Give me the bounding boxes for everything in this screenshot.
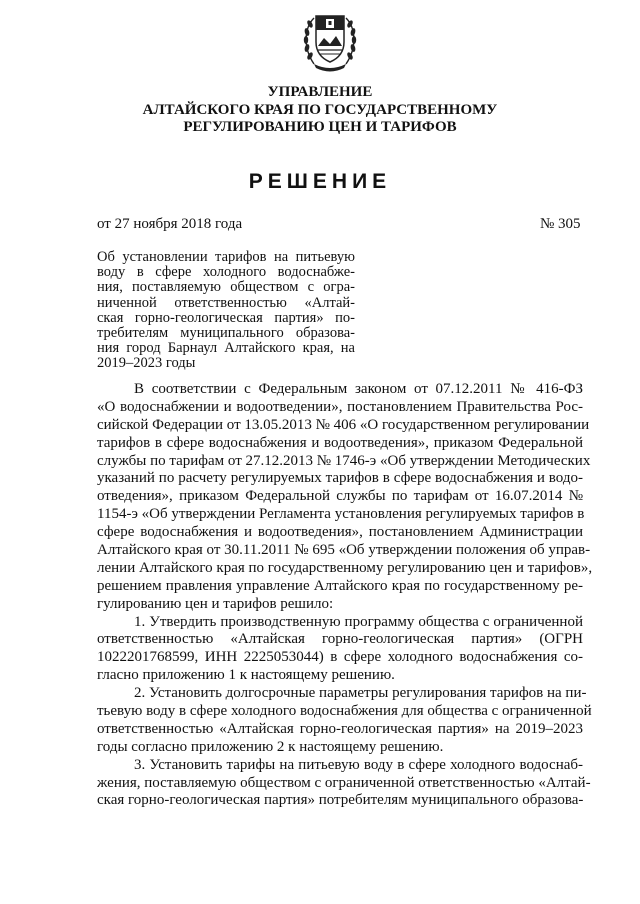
body-line: тьевую воду в сфере холодного водоснабжения для общества с ограниченной [97,703,592,720]
organization-name [0,84,640,137]
subject-line: ниченной ответственностью «Алтай- [97,294,355,311]
body-line: сфере водоснабжения и водоотведения», постановлением Администрации [97,524,583,541]
body-line: жения, поставляемую обществом с ограниченной ответственностью «Алтай- [97,774,591,791]
org-line: РЕГУЛИРОВАНИЮ ЦЕН И ТАРИФОВ [183,119,457,135]
org-line: УПРАВЛЕНИЕ [267,84,373,100]
body-line: В соответствии с Федеральным законом от 07.12.2011 № 416-ФЗ [134,381,583,397]
coat-of-arms-emblem [300,8,360,74]
body-line: Алтайского края от 30.11.2011 № 695 «Об утверждении положения об управ- [97,542,591,559]
subject-line: ния город Барнаул Алтайского края, на [97,340,355,357]
body-line: сийской Федерации от 13.05.2013 № 406 «О государственном регулировании [97,416,590,433]
subject-line: требителям муниципального образова- [97,324,355,341]
org-line: АЛТАЙСКОГО КРАЯ ПО ГОСУДАРСТВЕННОМУ [142,101,498,118]
body-line: лении Алтайского края по государственному регулированию цен и тарифов», [97,559,593,576]
body-line: службы по тарифам от 27.12.2013 № 1746-э «Об утверждении Методических [97,452,591,469]
body-line: отведения», приказом Федеральной службы по тарифам от 16.07.2014 № [97,488,583,505]
body-line: гулированию цен и тарифов решило: [97,595,334,612]
body-line: «О водоснабжении и водоотведении», постановлением Правительства Рос- [97,398,583,415]
document-number: № 305 [540,216,581,232]
decision-body [97,381,593,810]
body-line: ответственностью «Алтайская горно-геологическая партия» на 2019–2023 [97,720,583,737]
body-line: 2. Установить долгосрочные параметры регулирования тарифов на пи- [134,685,587,702]
body-line: ская горно-геологическая партия» потребителям муниципального образова- [97,792,584,809]
subject-line: ская горно-геологическая партия» по- [97,309,355,326]
subject-line: воду в сфере холодного водоснабже- [97,264,355,281]
body-line: 1154-э «Об утверждении Регламента установления регулируемых тарифов в [97,506,585,523]
subject-line: 2019–2023 годы [97,355,196,372]
decision-subject [97,250,355,372]
document-type-title: РЕШЕНИЕ [248,170,392,193]
subject-line: ния, поставляемую обществом с огра- [97,279,355,296]
body-line: решением правления управление Алтайского края по государственному ре- [97,577,583,594]
body-line: тарифов в сфере водоснабжения и водоотведения», приказом Федеральной [97,434,583,451]
body-line: годы согласно приложению 2 к настоящему решению. [97,738,444,755]
document-date: от 27 ноября 2018 года [97,216,243,232]
body-line: гласно приложению 1 к настоящему решению. [97,667,395,684]
body-line: 1022201768599, ИНН 2225053044) в сфере холодного водоснабжения со- [97,649,583,666]
body-line: 3. Установить тарифы на питьевую воду в сфере холодного водоснаб- [134,756,583,773]
body-line: ответственностью «Алтайская горно-геологическая партия» (ОГРН [97,631,583,648]
subject-line: Об установлении тарифов на питьевую [97,249,355,265]
body-line: указаний по расчету регулируемых тарифов в сфере водоснабжения и водо- [97,470,583,487]
body-line: 1. Утвердить производственную программу общества с ограниченной [134,613,583,630]
